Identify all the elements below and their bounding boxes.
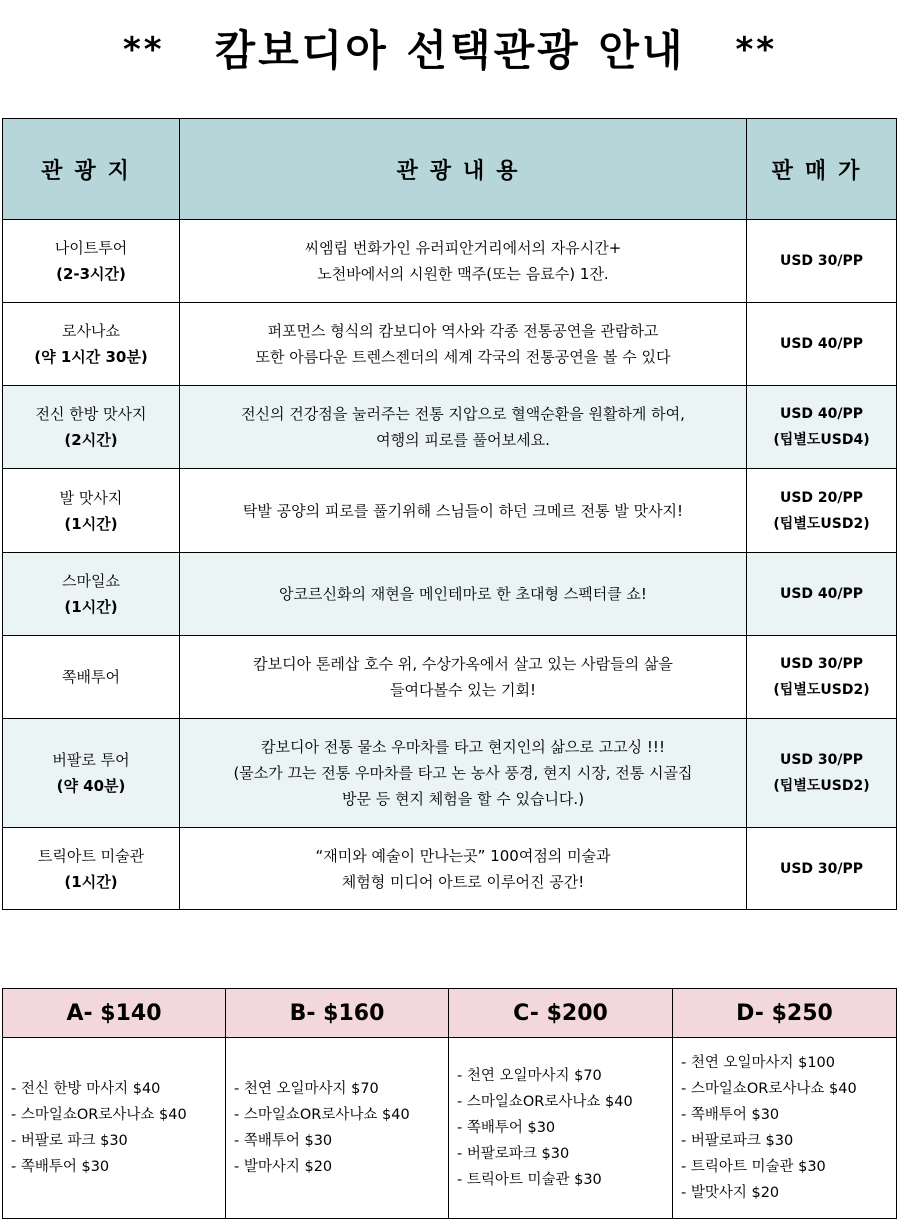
list-item: - 트릭아트 미술관 $30 bbox=[457, 1167, 672, 1193]
tour-price: USD 30/PP bbox=[779, 253, 864, 269]
page-title bbox=[0, 18, 900, 78]
package-items-cell bbox=[3, 1038, 226, 1219]
tour-desc-line: 앙코르신화의 재현을 메인테마로 한 초대형 스펙터클 쇼! bbox=[279, 585, 647, 603]
tour-name-cell bbox=[3, 828, 180, 910]
title-stars-left: ** bbox=[122, 30, 165, 70]
package-label: D- $250 bbox=[673, 989, 897, 1038]
tour-name-cell bbox=[3, 303, 180, 386]
tour-duration: (약 1시간 30분) bbox=[34, 348, 148, 366]
table-row bbox=[3, 719, 897, 828]
list-item: - 천연 오일마사지 $70 bbox=[457, 1063, 672, 1089]
tour-desc-line: 퍼포먼스 형식의 캄보디아 역사와 각종 전통공연을 관람하고 bbox=[267, 322, 659, 340]
tour-price: USD 20/PP bbox=[779, 489, 864, 506]
table-row bbox=[3, 553, 897, 636]
tour-desc-line: 탁발 공양의 피로를 풀기위해 스님들이 하던 크메르 전통 발 맛사지! bbox=[242, 501, 684, 520]
tour-desc-cell bbox=[180, 553, 747, 636]
tour-price: USD 40/PP bbox=[779, 586, 864, 602]
list-item: - 스마일쇼OR로사나쇼 $40 bbox=[11, 1102, 225, 1128]
list-item: - 버팔로 파크 $30 bbox=[11, 1128, 225, 1154]
title-stars-right: ** bbox=[735, 30, 778, 70]
package-items-cell bbox=[226, 1038, 449, 1219]
tour-desc-cell bbox=[180, 828, 747, 910]
package-body-row bbox=[3, 1038, 897, 1219]
list-item: - 전신 한방 마사지 $40 bbox=[11, 1076, 225, 1102]
tour-table bbox=[2, 118, 897, 910]
tour-price: USD 30/PP bbox=[779, 656, 864, 672]
list-item: - 버팔로파크 $30 bbox=[681, 1128, 896, 1154]
tour-price-cell bbox=[747, 303, 897, 386]
header-place: 관광지 bbox=[3, 119, 180, 220]
package-items-cell bbox=[449, 1038, 673, 1219]
package-item-list bbox=[11, 1076, 225, 1180]
tour-tip-note: (팁별도USD2) bbox=[773, 515, 870, 532]
header-content: 관광내용 bbox=[180, 119, 747, 220]
tour-desc-line: 방문 등 현지 체험을 할 수 있습니다.) bbox=[341, 790, 585, 808]
tour-duration: (1시간) bbox=[64, 514, 118, 533]
package-label: A- $140 bbox=[3, 989, 226, 1038]
tour-desc-cell bbox=[180, 220, 747, 303]
tour-price-cell bbox=[747, 386, 897, 469]
table-row bbox=[3, 303, 897, 386]
list-item: - 스마일쇼OR로사나쇼 $40 bbox=[681, 1076, 896, 1102]
package-header-row bbox=[3, 989, 897, 1038]
tour-name-cell bbox=[3, 386, 180, 469]
tour-tip-note: (팁별도USD4) bbox=[773, 432, 870, 448]
header-price: 판매가 bbox=[747, 119, 897, 220]
list-item: - 쪽배투어 $30 bbox=[234, 1128, 448, 1154]
list-item: - 버팔로파크 $30 bbox=[457, 1141, 672, 1167]
list-item: - 쪽배투어 $30 bbox=[457, 1115, 672, 1141]
tour-price: USD 30/PP bbox=[779, 752, 864, 768]
table-row bbox=[3, 386, 897, 469]
tour-name: 버팔로 투어 bbox=[52, 751, 130, 769]
tour-name: 전신 한방 맛사지 bbox=[35, 405, 147, 423]
tour-desc-cell bbox=[180, 386, 747, 469]
list-item: - 스마일쇼OR로사나쇼 $40 bbox=[234, 1102, 448, 1128]
table-row bbox=[3, 220, 897, 303]
tour-price-cell bbox=[747, 828, 897, 910]
tour-desc-line: 씨엠립 번화가인 유러피안거리에서의 자유시간+ bbox=[304, 239, 622, 257]
tour-name: 발 맛사지 bbox=[59, 488, 123, 507]
tour-duration: (2-3시간) bbox=[56, 265, 126, 283]
tour-duration: (1시간) bbox=[64, 598, 118, 616]
tour-price-cell bbox=[747, 220, 897, 303]
tour-table-header bbox=[3, 119, 897, 220]
tour-duration: (1시간) bbox=[64, 872, 118, 891]
list-item: - 발마사지 $20 bbox=[234, 1154, 448, 1180]
list-item: - 트릭아트 미술관 $30 bbox=[681, 1154, 896, 1180]
tour-tip-note: (팁별도USD2) bbox=[773, 778, 870, 794]
tour-price-cell bbox=[747, 636, 897, 719]
tour-price: USD 30/PP bbox=[779, 860, 864, 877]
tour-desc-line: “재미와 예술이 만나는곳” 100여점의 미술과 bbox=[315, 846, 611, 865]
package-item-list bbox=[681, 1050, 896, 1206]
package-item-list bbox=[457, 1063, 672, 1193]
list-item: - 천연 오일마사지 $70 bbox=[234, 1076, 448, 1102]
tour-name-cell bbox=[3, 553, 180, 636]
tour-price-cell bbox=[747, 719, 897, 828]
list-item: - 쪽배투어 $30 bbox=[11, 1154, 225, 1180]
tour-name: 쪽배투어 bbox=[62, 668, 120, 686]
tour-duration: (약 40분) bbox=[56, 777, 126, 795]
tour-desc-cell bbox=[180, 636, 747, 719]
tour-name-cell bbox=[3, 469, 180, 553]
list-item: - 천연 오일마사지 $100 bbox=[681, 1050, 896, 1076]
tour-desc-line: 체험형 미디어 아트로 이루어진 공간! bbox=[341, 872, 585, 891]
tour-duration: (2시간) bbox=[64, 431, 118, 449]
package-table bbox=[2, 988, 897, 1219]
package-item-list bbox=[234, 1076, 448, 1180]
tour-desc-cell bbox=[180, 303, 747, 386]
table-row bbox=[3, 828, 897, 910]
list-item: - 발맛사지 $20 bbox=[681, 1180, 896, 1206]
tour-desc-line: 여행의 피로를 풀어보세요. bbox=[376, 431, 550, 449]
tour-price: USD 40/PP bbox=[779, 406, 864, 422]
list-item: - 쪽배투어 $30 bbox=[681, 1102, 896, 1128]
list-item: - 스마일쇼OR로사나쇼 $40 bbox=[457, 1089, 672, 1115]
package-items-cell bbox=[673, 1038, 897, 1219]
tour-desc-cell bbox=[180, 469, 747, 553]
tour-desc-line: 들여다볼수 있는 기회! bbox=[390, 681, 536, 699]
title-text: 캄보디아 선택관광 안내 bbox=[214, 26, 686, 75]
tour-tip-note: (팁별도USD2) bbox=[773, 682, 870, 698]
tour-name-cell bbox=[3, 636, 180, 719]
tour-name-cell bbox=[3, 220, 180, 303]
tour-name: 트릭아트 미술관 bbox=[37, 846, 145, 865]
tour-price-cell bbox=[747, 469, 897, 553]
tour-desc-line: 캄보디아 톤레삽 호수 위, 수상가옥에서 살고 있는 사람들의 삶을 bbox=[253, 655, 673, 673]
tour-desc-line: 노천바에서의 시원한 맥주(또는 음료수) 1잔. bbox=[317, 265, 609, 283]
tour-name: 스마일쇼 bbox=[62, 572, 120, 590]
tour-desc-cell bbox=[180, 719, 747, 828]
tour-desc-line: 캄보디아 전통 물소 우마차를 타고 현지인의 삶으로 고고싱 !!! bbox=[261, 738, 665, 756]
tour-name: 나이트투어 bbox=[54, 239, 128, 257]
table-row bbox=[3, 636, 897, 719]
tour-desc-line: 또한 아름다운 트렌스젠더의 세계 각국의 전통공연을 볼 수 있다 bbox=[255, 348, 671, 366]
tour-name: 로사나쇼 bbox=[62, 322, 120, 340]
table-row bbox=[3, 469, 897, 553]
tour-desc-line: (물소가 끄는 전통 우마차를 타고 논 농사 풍경, 현지 시장, 전통 시골집 bbox=[233, 764, 693, 782]
tour-price-cell bbox=[747, 553, 897, 636]
tour-price: USD 40/PP bbox=[779, 336, 864, 352]
tour-name-cell bbox=[3, 719, 180, 828]
package-label: C- $200 bbox=[449, 989, 673, 1038]
tour-desc-line: 전신의 건강점을 눌러주는 전통 지압으로 혈액순환을 원활하게 하여, bbox=[241, 405, 685, 423]
package-label: B- $160 bbox=[226, 989, 449, 1038]
